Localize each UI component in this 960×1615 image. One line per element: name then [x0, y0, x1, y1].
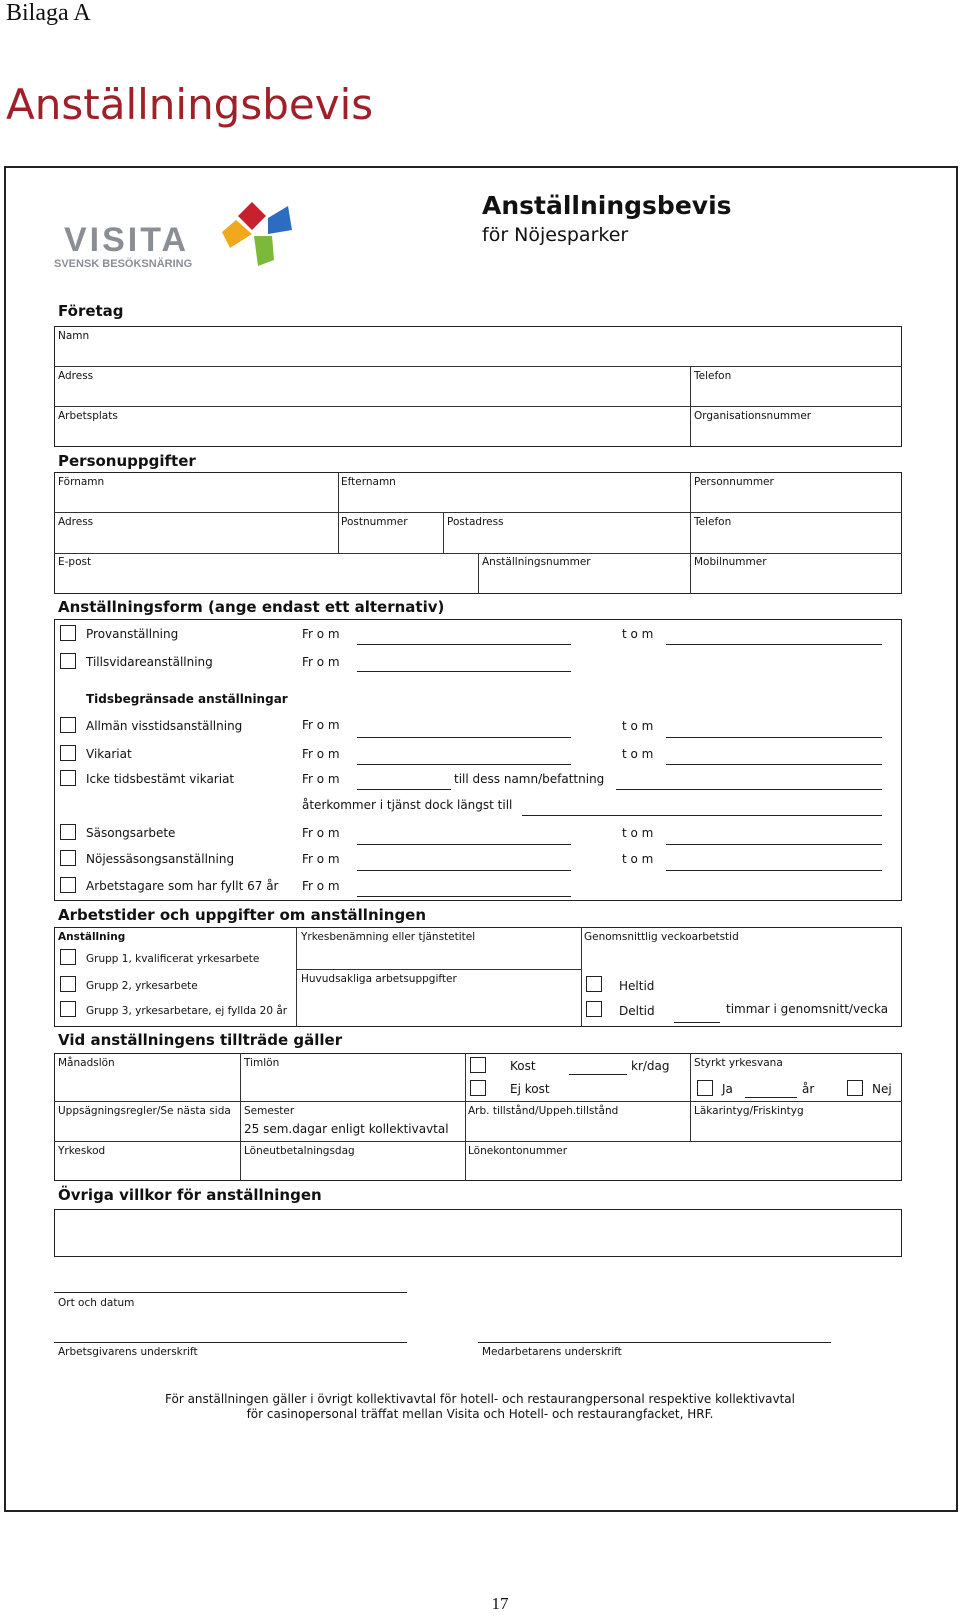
from-label: Fr o m	[302, 826, 340, 840]
divider	[443, 512, 444, 553]
divider	[296, 927, 297, 1027]
account-field[interactable]	[467, 1159, 900, 1179]
parttime-label: Deltid	[619, 1004, 655, 1018]
to-label: t o m	[622, 719, 654, 733]
vacation-days-text: 25 sem.dagar enligt kollektivavtal	[244, 1122, 449, 1136]
from-label: Fr o m	[302, 718, 340, 732]
medical-field[interactable]	[692, 1119, 900, 1139]
from-label: Fr o m	[302, 879, 340, 893]
postal-code-label: Postnummer	[341, 516, 408, 528]
last-name-label: Efternamn	[341, 476, 396, 488]
amusement-to-field[interactable]	[666, 870, 882, 871]
hours-avg-label: timmar i genomsnitt/vecka	[726, 1002, 889, 1016]
to-label: t o m	[622, 747, 654, 761]
from-label: Fr o m	[302, 655, 340, 669]
svg-text:SVENSK BESÖKSNÄRING: SVENSK BESÖKSNÄRING	[54, 258, 193, 270]
employment-label: Anställning	[58, 931, 126, 943]
job-title-field[interactable]	[298, 945, 578, 967]
open-substitute-checkbox[interactable]	[60, 770, 76, 786]
org-number-label: Organisationsnummer	[694, 410, 812, 422]
hourly-wage-field[interactable]	[242, 1071, 462, 1097]
probation-label: Provanställning	[86, 627, 179, 641]
hours-field[interactable]	[674, 1022, 720, 1023]
footer-line-2: för casinopersonal träffat mellan Visita och Hotell- och restaurangfacket, HRF.	[246, 1407, 714, 1421]
permanent-checkbox[interactable]	[60, 653, 76, 669]
open-substitute-person-field[interactable]	[616, 789, 882, 790]
open-substitute-latest-field[interactable]	[522, 815, 882, 816]
first-name-field[interactable]	[56, 488, 334, 510]
company-heading: Företag	[58, 302, 124, 320]
employer-signature-line[interactable]	[54, 1342, 407, 1343]
company-address-field[interactable]	[56, 382, 686, 404]
divider	[240, 1053, 241, 1181]
from-label: Fr o m	[302, 747, 340, 761]
substitute-from-field[interactable]	[357, 764, 571, 765]
monthly-salary-label: Månadslön	[58, 1057, 115, 1069]
page-number: 17	[491, 1594, 509, 1613]
over67-checkbox[interactable]	[60, 877, 76, 893]
monthly-salary-field[interactable]	[56, 1071, 236, 1097]
food-amount-field[interactable]	[569, 1074, 627, 1075]
other-terms-field[interactable]	[54, 1209, 902, 1257]
divider	[338, 472, 339, 553]
notice-field[interactable]	[56, 1119, 236, 1139]
svg-text:VISITA: VISITA	[64, 221, 190, 259]
payday-field[interactable]	[242, 1159, 462, 1179]
employee-signature-label: Medarbetarens underskrift	[482, 1346, 622, 1358]
footer-line-1: För anställningen gäller i övrigt kollektivavtal för hotell- och restaurangpersonal respektive kollektivavtal	[165, 1392, 795, 1406]
fulltime-checkbox[interactable]	[586, 976, 602, 992]
other-terms-heading: Övriga villkor för anställningen	[58, 1186, 322, 1204]
divider	[54, 1101, 902, 1102]
experience-no-label: Nej	[872, 1082, 892, 1096]
divider	[690, 1053, 691, 1141]
workplace-field[interactable]	[56, 422, 686, 444]
form-subtitle: för Nöjesparker	[482, 224, 629, 246]
fulltime-label: Heltid	[619, 979, 655, 993]
personal-number-field[interactable]	[692, 488, 900, 510]
divider	[54, 1141, 902, 1142]
employment-number-label: Anställningsnummer	[482, 556, 591, 568]
work-heading: Arbetstider och uppgifter om anställningen	[58, 906, 427, 924]
experience-yes-label: Ja	[722, 1082, 733, 1096]
to-label: t o m	[622, 627, 654, 641]
experience-yes-checkbox[interactable]	[697, 1080, 713, 1096]
medical-label: Läkarintyg/Friskintyg	[694, 1105, 804, 1117]
experience-no-checkbox[interactable]	[847, 1080, 863, 1096]
workplace-label: Arbetsplats	[58, 410, 118, 422]
divider	[54, 512, 902, 513]
permit-label: Arb. tillstånd/Uppeh.tillstånd	[468, 1105, 619, 1117]
amusement-from-field[interactable]	[357, 870, 571, 871]
avg-hours-label: Genomsnittlig veckoarbetstid	[584, 931, 739, 943]
divider	[296, 969, 581, 970]
postal-address-label: Postadress	[447, 516, 504, 528]
probation-checkbox[interactable]	[60, 625, 76, 641]
returns-label: återkommer i tjänst dock längst till	[302, 798, 513, 812]
company-address-label: Adress	[58, 370, 94, 382]
place-date-label: Ort och datum	[58, 1297, 135, 1309]
parttime-checkbox[interactable]	[586, 1001, 602, 1017]
company-phone-field[interactable]	[692, 382, 900, 404]
employment-form-heading: Anställningsform (ange endast ett alternativ)	[58, 598, 445, 616]
substitute-to-field[interactable]	[666, 764, 882, 765]
food-label: Kost	[510, 1059, 536, 1073]
first-name-label: Förnamn	[58, 476, 105, 488]
terms-heading: Vid anställningens tillträde gäller	[58, 1031, 343, 1049]
hourly-wage-label: Timlön	[244, 1057, 280, 1069]
from-label: Fr o m	[302, 772, 340, 786]
amusement-seasonal-checkbox[interactable]	[60, 850, 76, 866]
form-title: Anställningsbevis	[482, 191, 732, 220]
company-name-label: Namn	[58, 330, 90, 342]
substitute-checkbox[interactable]	[60, 745, 76, 761]
probation-to-field[interactable]	[666, 644, 882, 645]
postal-address-field[interactable]	[445, 528, 685, 550]
payday-label: Löneutbetalningsdag	[244, 1145, 355, 1157]
probation-from-field[interactable]	[357, 644, 571, 645]
permanent-label: Tillsvidareanställning	[86, 655, 213, 669]
visita-logo-icon	[52, 196, 302, 274]
amusement-seasonal-label: Nöjessäsongsanställning	[86, 852, 235, 866]
person-phone-field[interactable]	[692, 528, 900, 550]
personal-number-label: Personnummer	[694, 476, 774, 488]
from-label: Fr o m	[302, 627, 340, 641]
occupation-code-label: Yrkeskod	[58, 1145, 106, 1157]
permit-field[interactable]	[467, 1119, 687, 1139]
org-number-field[interactable]	[692, 422, 900, 444]
to-label: t o m	[622, 826, 654, 840]
divider	[690, 366, 691, 446]
place-date-line[interactable]	[54, 1292, 407, 1293]
seasonal-to-field[interactable]	[666, 844, 882, 845]
divider	[465, 1053, 466, 1181]
no-food-checkbox[interactable]	[470, 1080, 486, 1096]
general-from-field[interactable]	[357, 737, 571, 738]
until-label: till dess namn/befattning	[454, 772, 605, 786]
substitute-label: Vikariat	[86, 747, 132, 761]
person-address-label: Adress	[58, 516, 94, 528]
group3-label: Grupp 3, yrkesarbetare, ej fyllda 20 år	[86, 1005, 288, 1017]
occupation-code-field[interactable]	[56, 1159, 236, 1179]
vacation-label: Semester	[244, 1105, 295, 1117]
permanent-from-field[interactable]	[357, 671, 571, 672]
experience-years-field[interactable]	[745, 1097, 797, 1098]
group2-checkbox[interactable]	[60, 976, 76, 992]
seasonal-from-field[interactable]	[357, 844, 571, 845]
experience-years-label: år	[802, 1082, 815, 1096]
group3-checkbox[interactable]	[60, 1001, 76, 1017]
main-tasks-label: Huvudsakliga arbetsuppgifter	[301, 973, 457, 985]
seasonal-checkbox[interactable]	[60, 824, 76, 840]
mobile-field[interactable]	[692, 568, 900, 590]
divider	[478, 553, 479, 594]
employment-number-field[interactable]	[480, 568, 686, 590]
general-fixed-term-label: Allmän visstidsanställning	[86, 719, 243, 733]
open-substitute-label: Icke tidsbestämt vikariat	[86, 772, 235, 786]
seasonal-label: Säsongsarbete	[86, 826, 176, 840]
divider	[581, 927, 582, 1027]
email-label: E-post	[58, 556, 92, 568]
person-phone-label: Telefon	[694, 516, 732, 528]
group1-checkbox[interactable]	[60, 949, 76, 965]
group2-label: Grupp 2, yrkesarbete	[86, 980, 198, 992]
no-food-label: Ej kost	[510, 1082, 550, 1096]
to-label: t o m	[622, 852, 654, 866]
divider	[54, 366, 902, 367]
email-field[interactable]	[56, 568, 474, 590]
over67-label: Arbetstagare som har fyllt 67 år	[86, 879, 279, 893]
company-phone-label: Telefon	[694, 370, 732, 382]
person-address-field[interactable]	[56, 528, 334, 550]
food-checkbox[interactable]	[470, 1057, 486, 1073]
experience-label: Styrkt yrkesvana	[694, 1057, 783, 1069]
divider	[54, 406, 902, 407]
person-heading: Personuppgifter	[58, 452, 196, 470]
general-fixed-term-checkbox[interactable]	[60, 717, 76, 733]
open-substitute-from-field[interactable]	[357, 789, 451, 790]
group1-label: Grupp 1, kvalificerat yrkesarbete	[86, 953, 260, 965]
last-name-field[interactable]	[340, 488, 686, 510]
main-tasks-field[interactable]	[298, 987, 578, 1023]
company-name-field[interactable]	[56, 342, 900, 364]
page-title: Anställningsbevis	[6, 80, 374, 129]
appendix-label: Bilaga A	[6, 0, 91, 26]
visita-logo	[52, 196, 302, 274]
account-label: Lönekontonummer	[468, 1145, 568, 1157]
postal-code-field[interactable]	[340, 528, 440, 550]
employer-signature-label: Arbetsgivarens underskrift	[58, 1346, 198, 1358]
notice-label: Uppsägningsregler/Se nästa sida	[58, 1105, 231, 1117]
job-title-label: Yrkesbenämning eller tjänstetitel	[301, 931, 476, 943]
over67-from-field[interactable]	[357, 896, 571, 897]
from-label: Fr o m	[302, 852, 340, 866]
food-unit-label: kr/dag	[631, 1059, 670, 1073]
fixed-term-heading: Tidsbegränsade anställningar	[86, 692, 288, 706]
divider	[690, 472, 691, 594]
employee-signature-line[interactable]	[478, 1342, 831, 1343]
mobile-label: Mobilnummer	[694, 556, 767, 568]
general-to-field[interactable]	[666, 737, 882, 738]
